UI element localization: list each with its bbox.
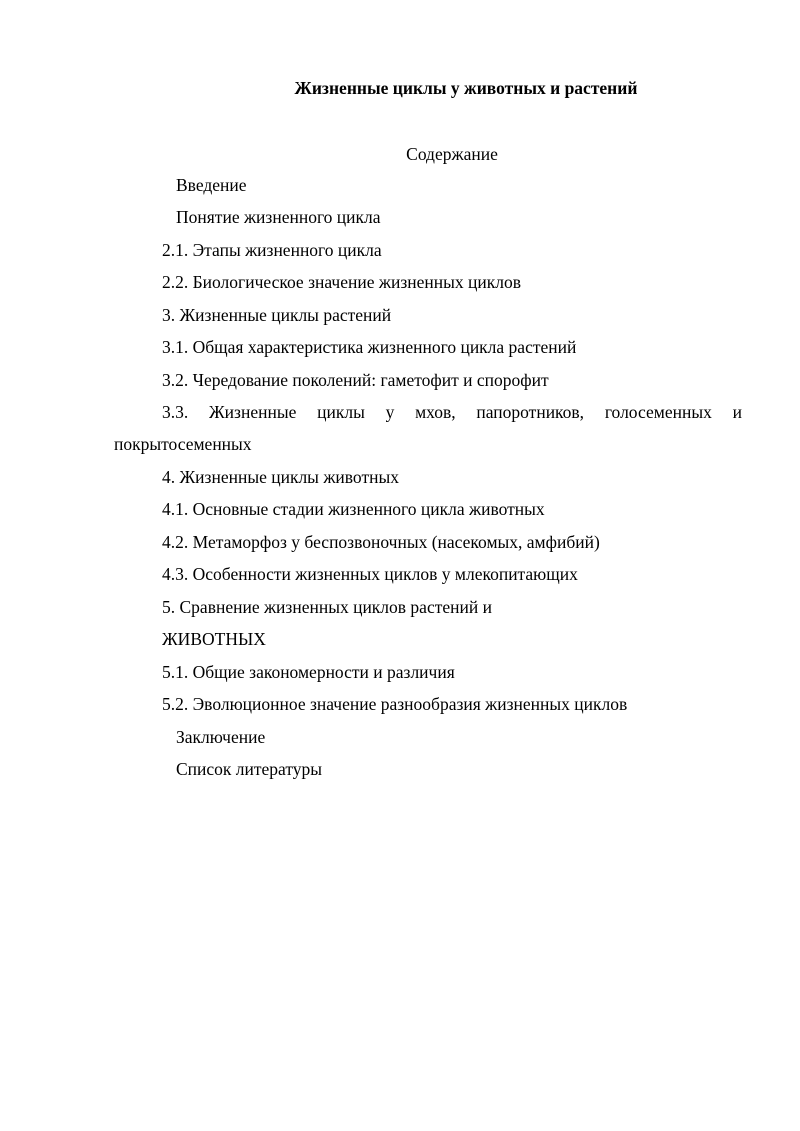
toc-word: папоротников, [476,402,585,422]
toc-word: 3.3. [162,402,189,422]
toc-item-justified [162,400,742,424]
toc-word: циклы [317,402,365,422]
toc-item: 4.1. Основные стадии жизненного цикла животных [162,499,545,519]
toc-item: 4.3. Особенности жизненных циклов у млекопитающих [162,564,578,584]
toc-word: голосеменных [604,402,712,422]
toc-item: Список литературы [176,759,323,779]
toc-item: 5.2. Эволюционное значение разнообразия жизненных циклов [162,694,628,714]
toc-word: у [385,402,395,422]
toc-item-continuation: ЖИВОТНЫХ [162,629,266,649]
toc-item: 3. Жизненные циклы растений [162,305,392,325]
toc-item: 2.2. Биологическое значение жизненных циклов [162,272,521,292]
toc-item: 3.2. Чередование поколений: гаметофит и спорофит [162,370,549,390]
toc-item: Введение [176,175,247,195]
toc-item-continuation: покрытосеменных [114,434,252,454]
toc-word: и [732,402,742,422]
toc-heading: Содержание [406,144,498,164]
toc-item: Заключение [176,727,266,747]
toc-word: Жизненные [209,402,297,422]
toc-item: 5.1. Общие закономерности и различия [162,662,455,682]
toc-item: 4. Жизненные циклы животных [162,467,399,487]
toc-word: мхов, [415,402,456,422]
toc-item: 3.1. Общая характеристика жизненного цикла растений [162,337,577,357]
toc-item: Понятие жизненного цикла [176,207,381,227]
toc-item: 5. Сравнение жизненных циклов растений и [162,597,492,617]
toc-item: 4.2. Метаморфоз у беспозвоночных (насекомых, амфибий) [162,532,600,552]
document-title: Жизненные циклы у животных и растений [294,78,638,98]
toc-item: 2.1. Этапы жизненного цикла [162,240,382,260]
